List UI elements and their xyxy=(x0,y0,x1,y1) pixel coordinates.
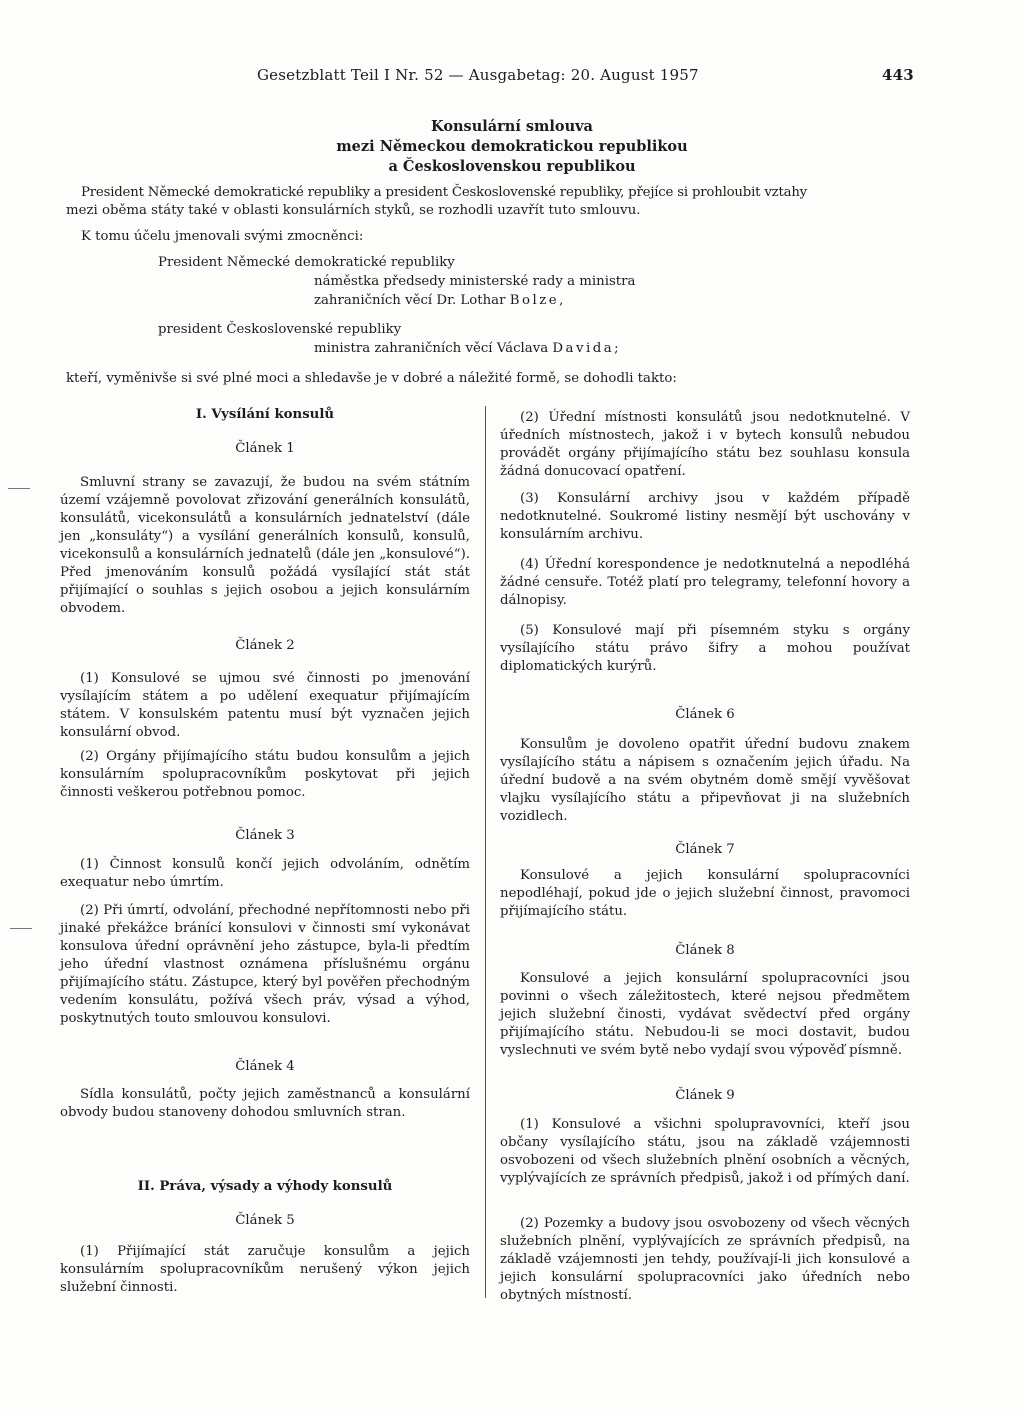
article-5-paragraph-5: (5) Konsulové mají při písemném styku s orgány vysílajícího státu právo šifry a mohou používat diplomatických kurýrů. xyxy=(500,623,910,674)
preamble-line-1: President Německé demokratické republiky a president Československé republiky, přejíce si prohloubit vztahy xyxy=(81,185,807,200)
article-5-paragraph-4: (4) Úřední korespondence je nedotknutelná a nepodléhá žádné censuře. Totéž platí pro telegramy, telefonní hovory a dálnopisy. xyxy=(500,557,910,608)
article-7-title: Článek 7 xyxy=(675,842,735,857)
article-8-title: Článek 8 xyxy=(675,943,735,958)
article-9-paragraph-2: (2) Pozemky a budovy jsou osvobozeny od všech věcných služebních plnění, vyplývajících ze správních předpisů, na základě vzájemnosti jen tehdy, používají-li jich konsulové a jejich konsulární spolupracovníci jako úředních nebo obytných místností. xyxy=(500,1216,910,1303)
article-2-paragraph-2: (2) Orgány přijímajícího státu budou konsulům a jejich konsulárním spolupracovníkům poskytovat při jejich činnosti veškerou potřebnou pomoc. xyxy=(60,749,470,800)
article-7-text: Konsulové a jejich konsulární spolupracovníci nepodléhají, pokud jde o jejich služební činnost, pravomoci přijímajícího státu. xyxy=(500,868,910,919)
margin-mark xyxy=(10,928,32,929)
cs-representative-name: Davida xyxy=(552,341,615,356)
gdr-representative-prefix: zahraničních věcí Dr. Lothar xyxy=(314,293,506,308)
gdr-representative-line-1: náměstka předsedy ministerské rady a ministra xyxy=(314,274,636,289)
article-1-text: Smluvní strany se zavazují, že budou na svém státním území vzájemně povolovat zřizování generálních konsulátů, konsulátů, vicekonsulátů a konsulárních jednatelství (dále jen „konsuláty“) a vysílání generálních konsulů, konsulů, vicekonsulů a konsulárních jednatelů (dále jen „konsulové“). Před jmenováním konsulů požádá vysílající stát stát přijímající o souhlas s jejich osobou a jejich konsulárním obvodem. xyxy=(60,475,470,616)
cs-representative-suffix: ; xyxy=(614,341,619,356)
article-2-paragraph-1: (1) Konsulové se ujmou své činnosti po jmenování vysílajícím státem a po udělení exequatur přijímajícím státem. V konsulském patentu musí být vyznačen jejich konsulární obvod. xyxy=(60,671,470,740)
gdr-representative-line-2 xyxy=(314,292,563,310)
preamble-line-3: K tomu účelu jmenovali svými zmocněnci: xyxy=(81,229,364,244)
article-3-paragraph-2: (2) Při úmrtí, odvolání, přechodné nepřítomnosti nebo při jinaké překážce bránící konsulovi v činnosti smí vykonávat konsulova úřední oprávnění jeho zástupce, byla-li předtím jeho úřední vlastnost oznámena příslušnému orgánu přijímajícího státu. Zástupce, který byl pověřen přechodným vedením konsulátu, požívá všech práv, výsad a výhod, poskytnutých touto smlouvou konsulovi. xyxy=(60,903,470,1026)
article-9-paragraph-1: (1) Konsulové a všichni spolupravovníci, kteří jsou občany vysílajícího státu, jsou na základě vzájemnosti osvobozeni od všech služebních plnění osobních a věcných, vyplývajících ze správních předpisů, jakož i od přímých daní. xyxy=(500,1117,910,1186)
cs-representative-prefix: ministra zahraničních věcí Václava xyxy=(314,341,549,356)
part-2-heading: II. Práva, výsady a výhody konsulů xyxy=(137,1179,393,1194)
gazette-header-title: Gesetzblatt Teil I Nr. 52 — Ausgabetag: 20. August 1957 xyxy=(257,66,699,84)
article-3-paragraph-1: (1) Činnost konsulů končí jejich odvoláním, odnětím exequatur nebo úmrtím. xyxy=(60,857,470,890)
article-2-title: Článek 2 xyxy=(235,638,295,653)
article-1-title: Článek 1 xyxy=(235,441,295,456)
treaty-title-line-3: a Československou republikou xyxy=(388,158,636,175)
page-number: 443 xyxy=(882,66,914,84)
column-divider xyxy=(485,406,486,1298)
article-5-paragraph-2: (2) Úřední místnosti konsulátů jsou nedotknutelné. V úředních místnostech, jakož i v bytech konsulů nebudou provádět orgány přijímajícího státu bez souhlasu konsula žádná donucovací opatření. xyxy=(500,410,910,479)
article-5-title: Článek 5 xyxy=(235,1213,295,1228)
gdr-representative-suffix: , xyxy=(559,293,564,308)
article-6-title: Článek 6 xyxy=(675,707,735,722)
preamble-closing: kteří, vyměnivše si své plné moci a shledavše je v dobré a náležité formě, se dohodli takto: xyxy=(66,371,677,386)
article-8-text: Konsulové a jejich konsulární spolupracovníci jsou povinni o všech záležitostech, které nejsou předmětem jejich služební činosti, vydávat svědectví před orgány přijímajícího státu. Nebudou-li se moci dostavit, budou vyslechnuti ve svém bytě nebo vydají svou výpověď písmně. xyxy=(500,971,910,1058)
preamble-line-2: mezi oběma státy také v oblasti konsulárních styků, se rozhodli uzavřít tuto smlouvu. xyxy=(66,203,641,218)
article-6-text: Konsulům je dovoleno opatřit úřední budovu znakem vysílajícího státu a nápisem s označením jejich úřadu. Na úřední budově a na svém obytném domě smějí vyvěšovat vlajku vysílajícího státu a připevňovat ji na služebních vozidlech. xyxy=(500,737,910,824)
article-5-paragraph-1: (1) Přijímající stát zaručuje konsulům a jejich konsulárním spolupracovníkům nerušený výkon jejich služební činnosti. xyxy=(60,1244,470,1295)
article-4-text: Sídla konsulátů, počty jejich zaměstnanců a konsulární obvody budou stanoveny dohodou smluvních stran. xyxy=(60,1087,470,1120)
cs-president: president Československé republiky xyxy=(158,322,402,337)
gdr-president: President Německé demokratické republiky xyxy=(158,255,455,270)
article-9-title: Článek 9 xyxy=(675,1088,735,1103)
article-3-title: Článek 3 xyxy=(235,828,295,843)
article-5-paragraph-3: (3) Konsulární archivy jsou v každém případě nedotknutelné. Soukromé listiny nesmějí být uschovány v konsulárním archivu. xyxy=(500,491,910,542)
treaty-title-line-1: Konsulární smlouva xyxy=(431,118,593,135)
part-1-heading: I. Vysílání konsulů xyxy=(195,407,335,422)
gdr-representative-name: Bolze xyxy=(509,293,560,308)
treaty-title-line-2: mezi Německou demokratickou republikou xyxy=(336,138,688,155)
margin-mark xyxy=(8,488,30,489)
article-4-title: Článek 4 xyxy=(235,1059,295,1074)
cs-representative-line xyxy=(314,340,619,358)
